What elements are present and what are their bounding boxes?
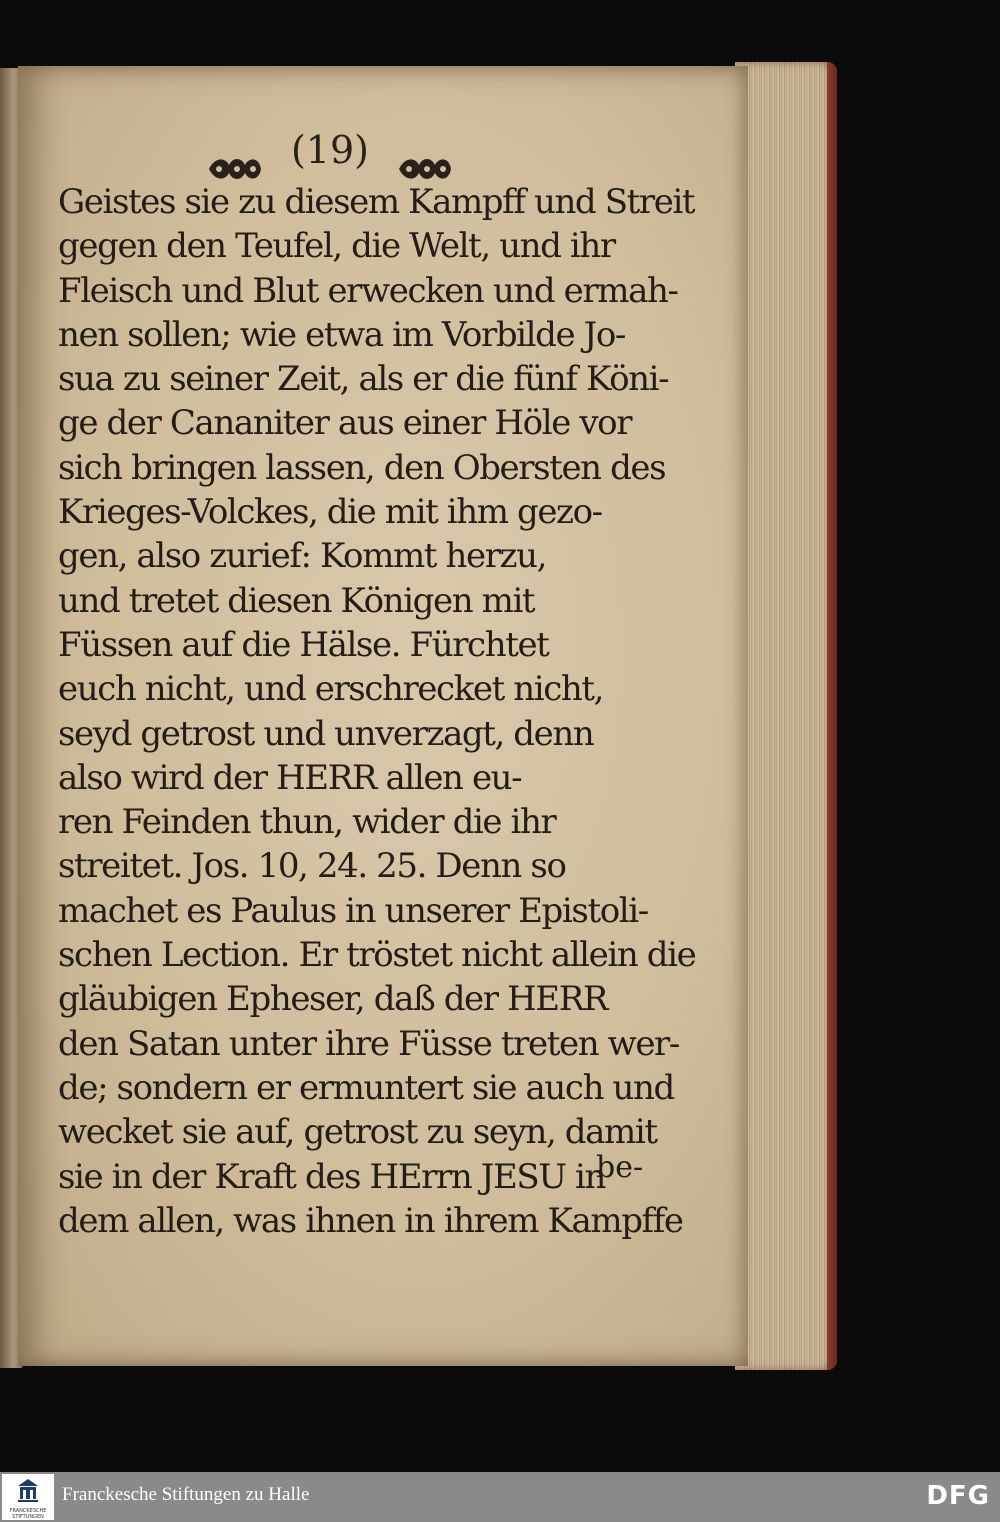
logo-text-1: FRANCKESCHE (9, 1508, 47, 1514)
text-line: euch nicht, und erschrecket nicht, (58, 669, 604, 710)
text-line: nen sollen; wie etwa im Vorbilde Jo- (58, 314, 626, 355)
text-line: und tretet diesen Königen mit (58, 580, 535, 621)
text-line: den Satan unter ihre Füsse treten wer- (58, 1023, 679, 1064)
page-number: (19) (290, 128, 369, 172)
ornament-left-icon (205, 140, 265, 168)
text-line: streitet. Jos. 10, 24. 25. Denn so (58, 846, 566, 887)
text-line: wecket sie auf, getrost zu seyn, damit (58, 1112, 657, 1153)
text-line: de; sondern er ermuntert sie auch und (58, 1067, 674, 1108)
text-line: ren Feinden thun, wider die ihr (58, 802, 556, 843)
text-line: sie in der Kraft des HErrn JESU in (58, 1156, 605, 1197)
text-line: schen Lection. Er tröstet nicht allein die (58, 935, 696, 976)
text-line: dem allen, was ihnen in ihrem Kampffe (58, 1200, 683, 1241)
institution-name[interactable]: Franckesche Stiftungen zu Halle (62, 1484, 310, 1505)
text-line: also wird der HERR allen eu- (58, 757, 522, 798)
catchword: be- (596, 1150, 644, 1185)
body-text (58, 180, 696, 1243)
text-line: Fleisch und Blut erwecken und ermah- (58, 270, 678, 311)
text-line: Krieges-Volckes, die mit ihm gezo- (58, 492, 602, 533)
building-icon (16, 1478, 40, 1504)
institution-logo[interactable] (2, 1474, 54, 1520)
text-line: gen, also zurief: Kommt herzu, (58, 536, 546, 577)
text-line: seyd getrost und unverzagt, denn (58, 713, 594, 754)
text-line: Geistes sie zu diesem Kampff und Streit (58, 182, 695, 222)
text-line: Füssen auf die Hälse. Fürchtet (58, 624, 549, 665)
running-head (170, 120, 490, 180)
text-line: gläubigen Epheser, daß der HERR (58, 979, 608, 1020)
text-line: sich bringen lassen, den Obersten des (58, 447, 666, 488)
text-line: sua zu seiner Zeit, als er die fünf Köni- (58, 359, 669, 400)
text-line: ge der Cananiter aus einer Höle vor (58, 403, 632, 444)
book-page-edges (735, 62, 837, 1370)
footer-bar (0, 1472, 1000, 1522)
dfg-logo[interactable]: DFG (926, 1481, 990, 1511)
ornament-right-icon (395, 140, 455, 168)
logo-text-2: STIFTUNGEN (12, 1514, 44, 1520)
text-line: machet es Paulus in unserer Epistoli- (58, 890, 648, 931)
text-line: gegen den Teufel, die Welt, und ihr (58, 226, 615, 267)
